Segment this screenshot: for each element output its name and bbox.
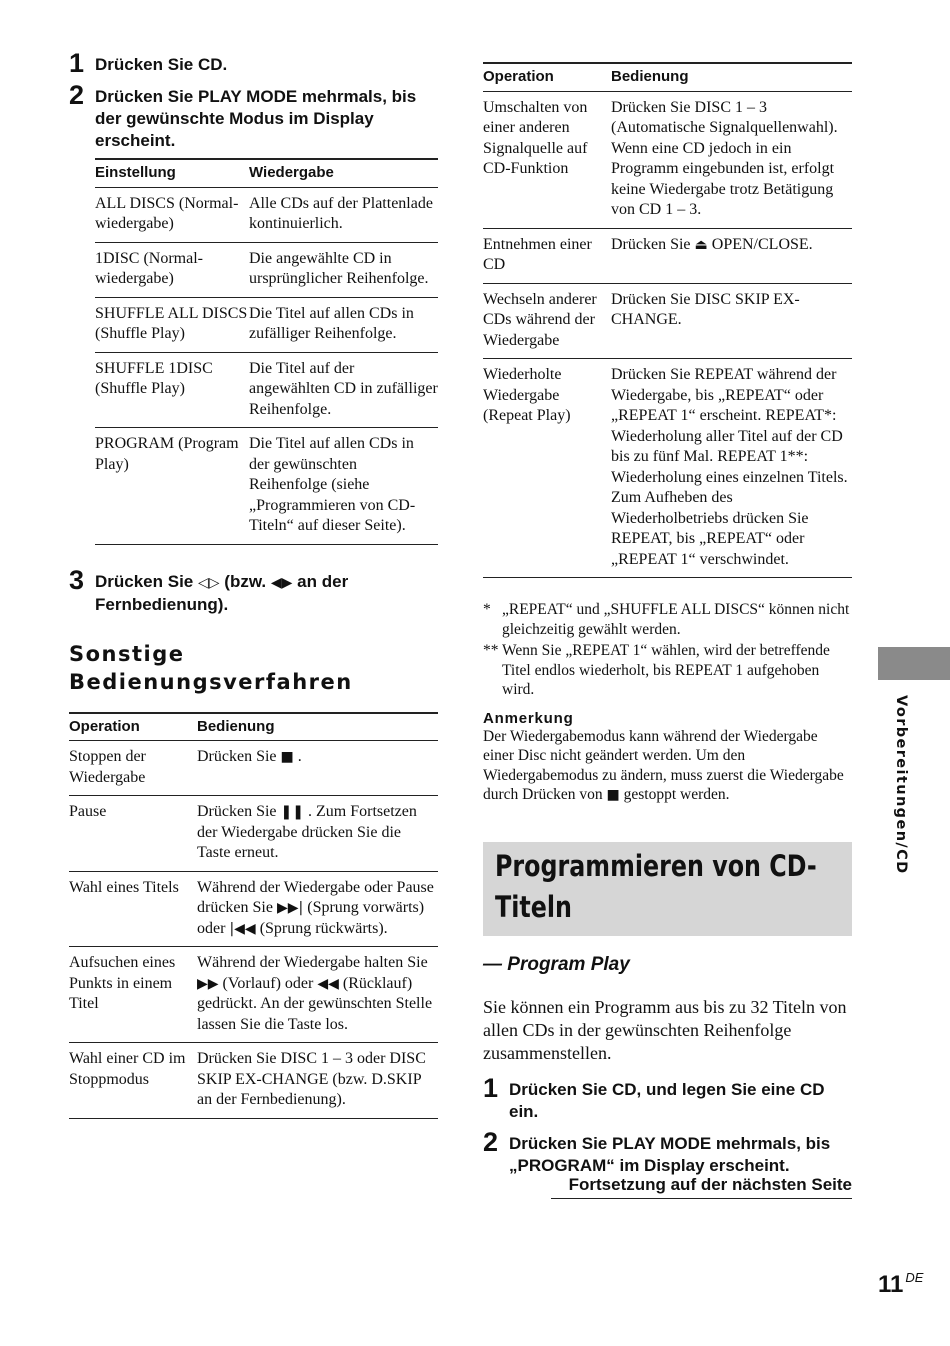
table-header: Wiedergabe [249, 159, 438, 187]
table-row [95, 297, 438, 352]
step-2 [69, 80, 438, 152]
step-text: Drücken Sie ◁▷ (bzw. ◀▶ an der Fernbedienung). [95, 571, 349, 614]
stop-icon: ■ [280, 749, 294, 765]
next-track-icon: ▶▶| [276, 900, 304, 916]
step-text: Drücken Sie CD, und legen Sie eine CD ein. [509, 1079, 825, 1121]
footnote: * „REPEAT“ und „SHUFFLE ALL DISCS“ können nicht gleichzeitig gewählt werden. [483, 601, 850, 638]
instruction-text: Drücken Sie DISC SKIP EX-CHANGE. [611, 290, 800, 328]
note-block [483, 710, 852, 806]
table-header: Bedienung [197, 713, 438, 741]
instruction-text: . [297, 748, 302, 765]
previous-track-icon: |◀◀ [229, 920, 256, 937]
table-row [69, 1043, 438, 1119]
subtitle: — Program Play [483, 953, 630, 975]
operation-cell: Entnehmen einer CD [483, 228, 611, 283]
step-1 [483, 1072, 852, 1123]
prev-next-icon: ◀▶ [270, 574, 293, 591]
instruction-cell [611, 228, 852, 283]
table-cell: ALL DISCS (Normal-wiedergabe) [95, 187, 249, 242]
table-row [69, 947, 438, 1043]
instruction-cell [197, 741, 438, 796]
table-row [483, 228, 852, 283]
step-number: 1 [69, 48, 85, 78]
operation-cell: Wahl einer CD im Stoppmodus [69, 1043, 197, 1119]
footnote: ** Wenn Sie „REPEAT 1“ wählen, wird der betreffende Titel endlos wiederholt, bis REPEAT 1 aufgehoben wird. [483, 642, 830, 698]
side-tab-marker [878, 647, 950, 680]
instruction-text: Während der Wiedergabe oder Pause drücken Sie [197, 878, 434, 916]
table-row [95, 352, 438, 428]
mode-table [95, 158, 438, 545]
operations-table [69, 712, 438, 1119]
operation-cell: Pause [69, 796, 197, 872]
instruction-cell [611, 283, 852, 359]
table-header: Bedienung [611, 63, 852, 91]
instruction-text: Drücken Sie REPEAT während der Wiedergabe, bis „REPEAT“ oder „REPEAT 1“ erscheint. REPEAT*: Wiederholung aller Titel auf der CD bis zu fünf Mal. REPEAT 1**: Wiederholung eines einzelnen Titels. Zum Aufheben des Wiederholbetriebs drücken Sie REPEAT, bis „REPEAT“ oder „REPEAT 1“ verschwindet. [611, 366, 848, 568]
table-cell: SHUFFLE ALL DISCS (Shuffle Play) [95, 297, 249, 352]
step-2 [483, 1126, 852, 1177]
operation-cell: Wechseln anderer CDs während der Wiedergabe [483, 283, 611, 359]
eject-icon: ⏏ [694, 236, 708, 253]
operation-cell: Umschalten von einer anderen Signalquelle auf CD-Funktion [483, 91, 611, 228]
instruction-text: Drücken Sie [611, 235, 691, 253]
instruction-text: Drücken Sie DISC 1 – 3 (Automatische Signalquellenwahl). Wenn eine CD jedoch in ein Programm eingebunden ist, erfolgt keine Wiedergabe trotz Betätigung von CD 1 – 3. [611, 98, 838, 218]
instruction-text: (Sprung rückwärts). [259, 919, 388, 937]
table-row [95, 242, 438, 297]
table-row [483, 359, 852, 578]
table-header: Operation [69, 713, 197, 741]
footnotes [483, 600, 852, 700]
instruction-text: (Vorlauf) oder [222, 974, 314, 992]
section-heading: Sonstige Bedienungsverfahren [69, 641, 353, 694]
instruction-text: Drücken Sie [197, 803, 277, 820]
instruction-cell [197, 871, 438, 947]
instruction-text: OPEN/CLOSE. [711, 235, 813, 253]
fast-forward-icon: ▶▶ [197, 975, 219, 992]
step-text: Drücken Sie PLAY MODE mehrmals, bis der gewünschte Modus im Display erscheint. [95, 87, 417, 150]
table-row [95, 428, 438, 545]
table-cell: Alle CDs auf der Plattenlade kontinuierlich. [249, 187, 438, 242]
table-row [483, 91, 852, 228]
step-text: Drücken Sie CD. [95, 55, 228, 74]
instruction-text: Während der Wiedergabe halten Sie [197, 954, 428, 971]
table-cell: SHUFFLE 1DISC (Shuffle Play) [95, 352, 249, 428]
step-number: 2 [483, 1126, 499, 1157]
table-cell: Die Titel auf allen CDs in der gewünschten Reihenfolge (siehe „Programmieren von CD-Titeln“ auf dieser Seite). [249, 428, 438, 545]
page-number: 11 $^{DE}$ [878, 1270, 924, 1298]
step-number: 1 [483, 1072, 499, 1103]
right-column [483, 62, 852, 1183]
step-1 [69, 48, 438, 78]
instruction-cell [197, 796, 438, 872]
pause-icon: ❚❚ [280, 804, 304, 820]
instruction-text: Drücken Sie [197, 748, 277, 765]
table-row [69, 796, 438, 872]
operation-cell: Wahl eines Titels [69, 871, 197, 947]
side-label: Vorbereitungen/CD [893, 695, 909, 875]
stop-icon: ■ [606, 787, 620, 803]
jog-dial-icon: ◁▷ [198, 574, 220, 591]
table-cell: Die Titel auf allen CDs in zufälliger Reihenfolge. [249, 297, 438, 352]
step-number: 2 [69, 80, 85, 110]
table-header: Operation [483, 63, 611, 91]
note-text: Der Wiedergabemodus kann während der Wiedergabe einer Disc nicht geändert werden. Um den Wiedergabemodus zu ändern, muss zuerst die Wiedergabe durch Drücken von ■ gestoppt werden. [483, 727, 844, 803]
note-heading: Anmerkung [483, 709, 574, 727]
instruction-text: Drücken Sie DISC 1 – 3 oder DISC SKIP EX-CHANGE (bzw. D.SKIP an der Fernbedienung). [197, 1050, 426, 1108]
instruction-cell [611, 91, 852, 228]
instruction-text: (Sprung vorwärts) oder [197, 899, 425, 937]
table-row [69, 741, 438, 796]
instruction-cell [197, 1043, 438, 1119]
table-cell: Die angewählte CD in ursprünglicher Reihenfolge. [249, 242, 438, 297]
page-title: Programmieren von CD-Titeln [495, 848, 817, 924]
operation-cell: Wiederholte Wiedergabe (Repeat Play) [483, 359, 611, 578]
table-cell: PROGRAM (Program Play) [95, 428, 249, 545]
instruction-cell [197, 947, 438, 1043]
table-row [95, 187, 438, 242]
left-column [69, 48, 438, 1119]
step-text: Drücken Sie PLAY MODE mehrmals, bis „PROGRAM“ im Display erscheint. [509, 1133, 831, 1175]
instruction-text: . Zum Fortsetzen der Wiedergabe drücken Sie die Taste erneut. [197, 803, 417, 861]
operation-cell: Stoppen der Wiedergabe [69, 741, 197, 796]
step-number: 3 [69, 564, 85, 595]
operations-table-continued [483, 62, 852, 578]
instruction-text: (Rücklauf) gedrückt. An der gewünschten Stelle lassen Sie die Taste los. [197, 974, 433, 1033]
section-banner [483, 842, 852, 936]
table-row [69, 871, 438, 947]
operation-cell: Aufsuchen eines Punkts in einem Titel [69, 947, 197, 1043]
continued-note: Fortsetzung auf der nächsten Seite [551, 1175, 852, 1199]
language-code: DE [905, 1270, 924, 1285]
rewind-icon: ◀◀ [317, 975, 339, 992]
table-cell: Die Titel auf der angewählten CD in zufälliger Reihenfolge. [249, 352, 438, 428]
table-row [483, 283, 852, 359]
instruction-cell [611, 359, 852, 578]
intro-paragraph: Sie können ein Programm aus bis zu 32 Titeln von allen CDs in der gewünschten Reihenfolge zusammenstellen. [483, 996, 847, 1063]
table-cell: 1DISC (Normal-wiedergabe) [95, 242, 249, 297]
step-3 [69, 564, 438, 616]
table-header: Einstellung [95, 159, 249, 187]
